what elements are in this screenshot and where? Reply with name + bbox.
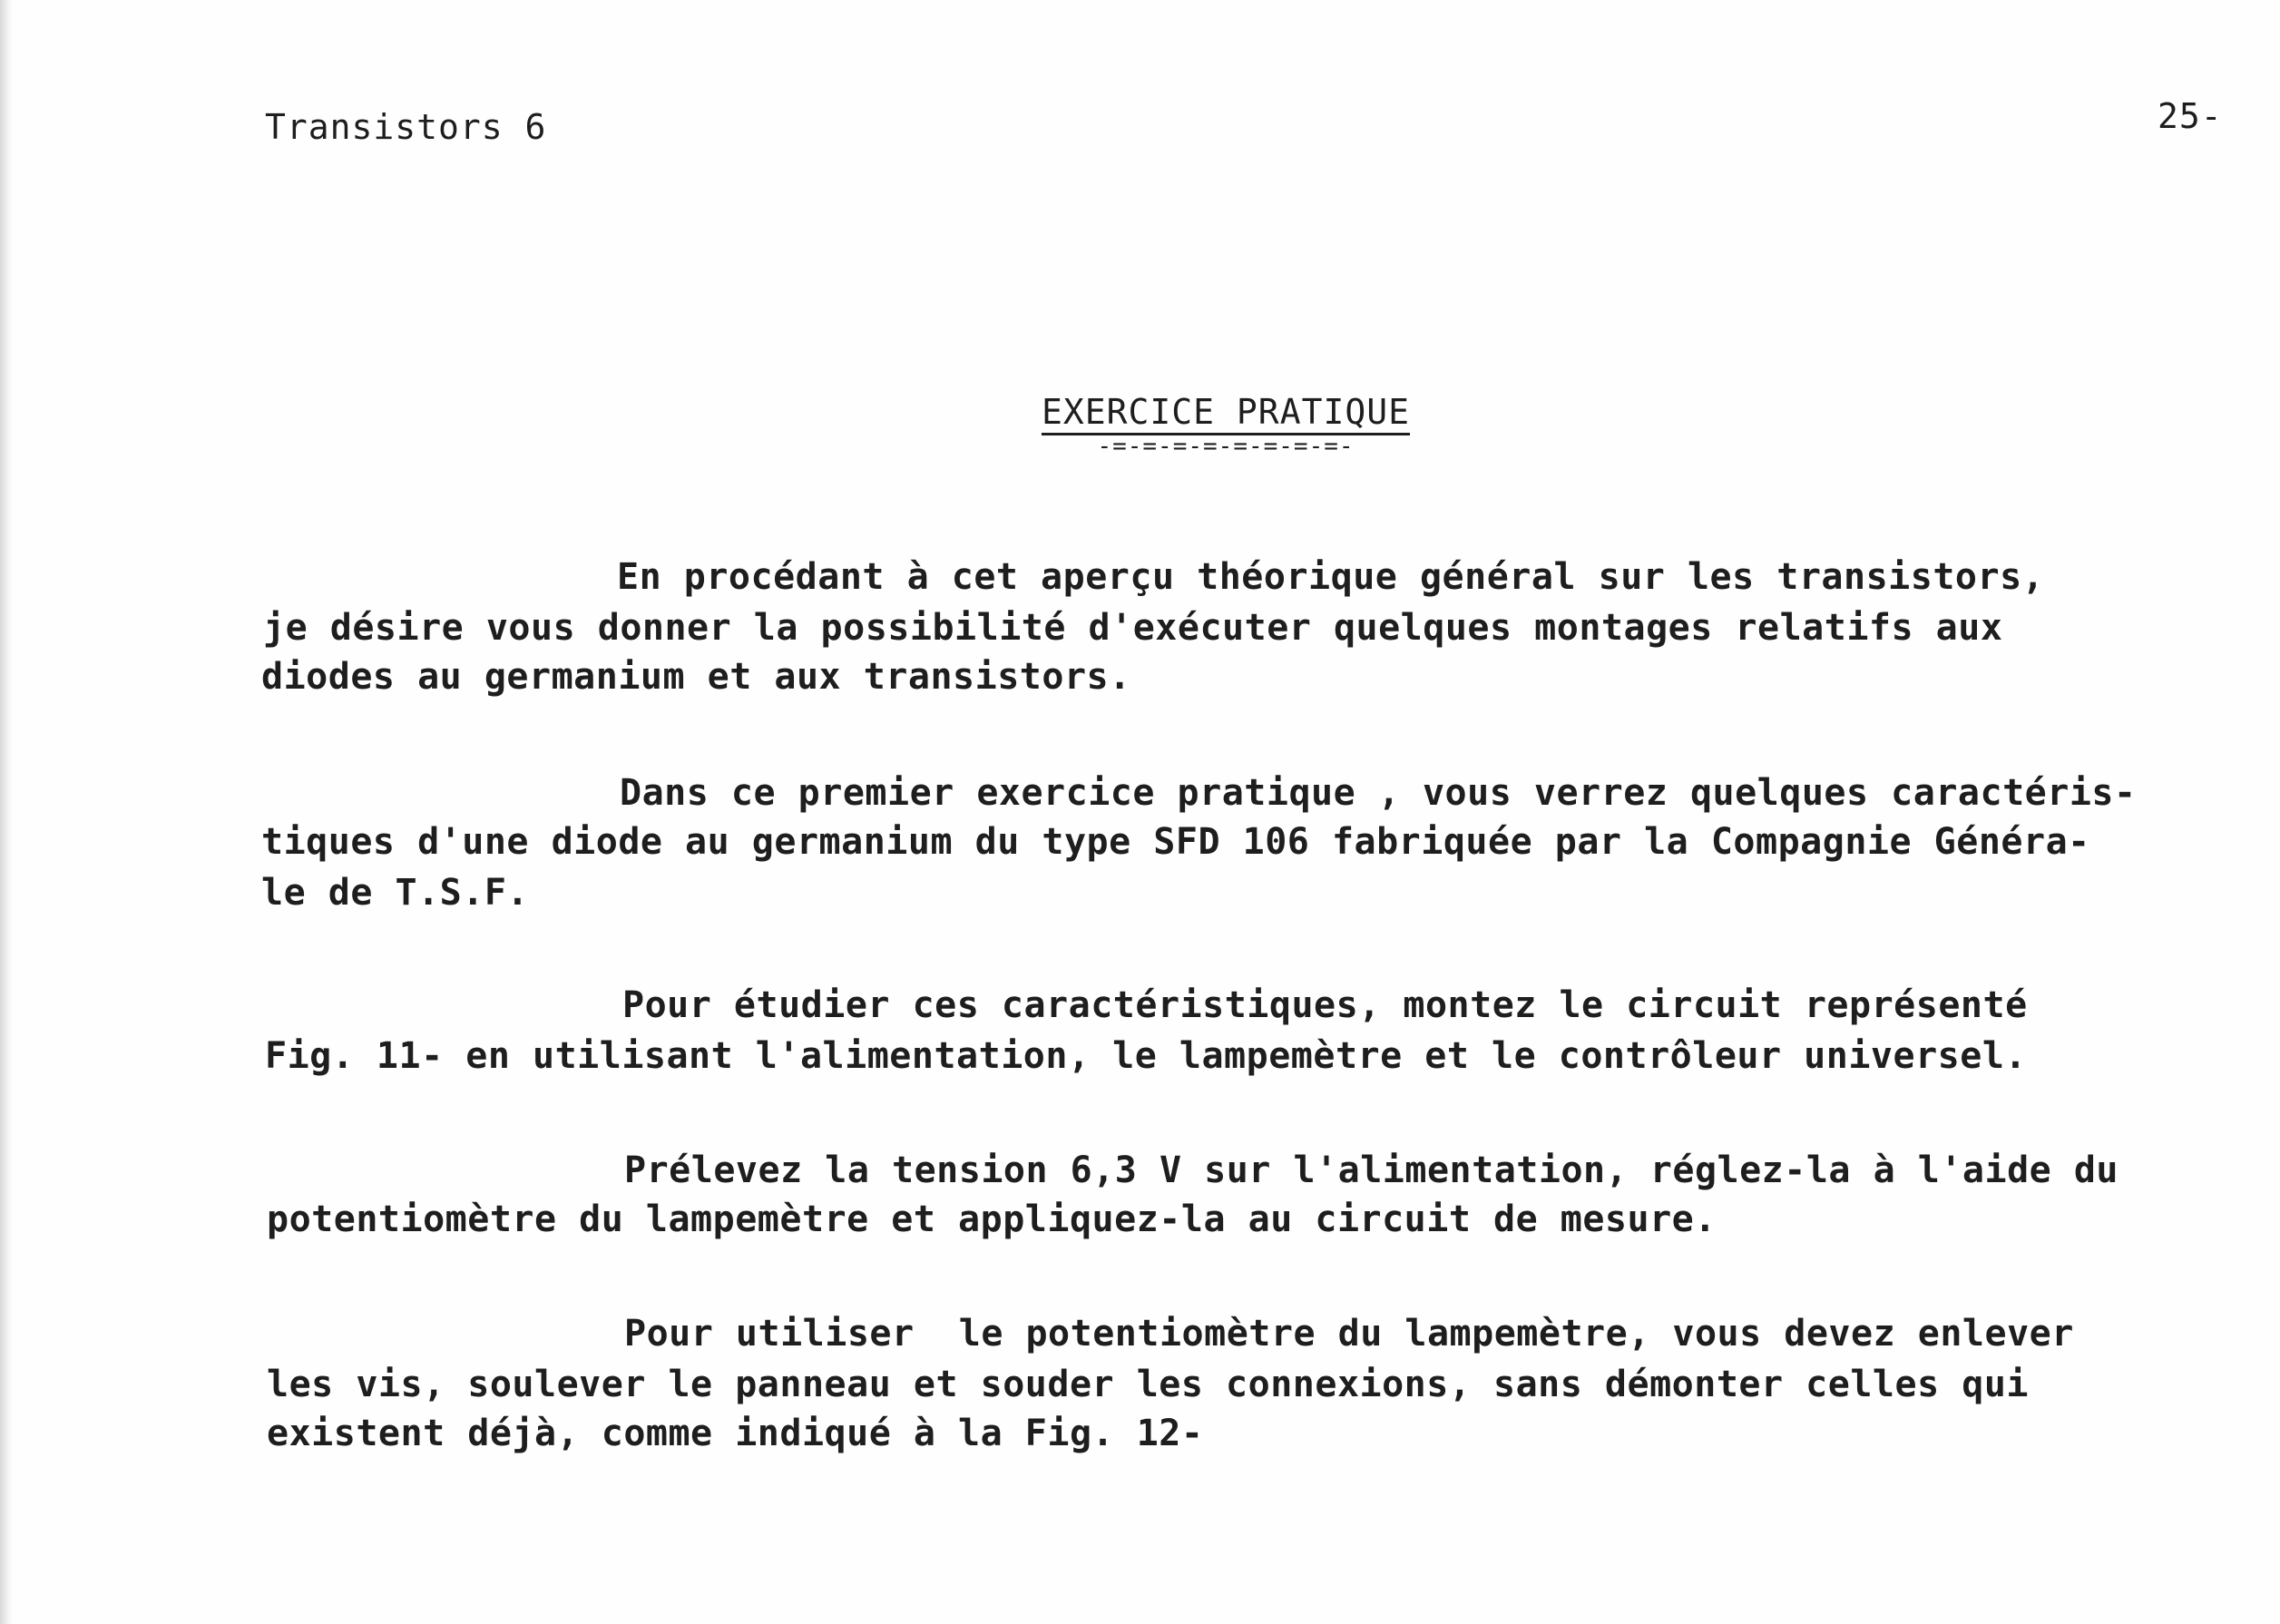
paragraph-3-line-2: Fig. 11- en utilisant l'alimentation, le lampemètre et le contrôleur universel. <box>265 1035 2027 1077</box>
paragraph-1-line-3: diodes au germanium et aux transistors. <box>261 656 1131 698</box>
paragraph-5-line-1: Pour utiliser le potentiomètre du lampemètre, vous devez enlever <box>624 1313 2074 1355</box>
paragraph-2-line-1: Dans ce premier exercice pratique , vous verrez quelques caractéris- <box>620 772 2137 814</box>
paragraph-3-line-1: Pour étudier ces caractéristiques, montez le circuit représenté <box>622 984 2028 1026</box>
section-title: EXERCICE PRATIQUE <box>1042 392 1410 435</box>
paragraph-5-line-3: existent déjà, comme indiqué à la Fig. 12- <box>267 1413 1204 1454</box>
section-title-block <box>1022 392 1430 460</box>
paragraph-4-line-1: Prélevez la tension 6,3 V sur l'alimentation, réglez-la à l'aide du <box>624 1150 2119 1191</box>
scan-edge-shadow <box>0 0 13 1624</box>
running-title: Transistors 6 <box>265 107 547 147</box>
paragraph-1-line-1: En procédant à cet aperçu théorique général sur les transistors, <box>617 556 2045 598</box>
paragraph-2-line-2: tiques d'une diode au germanium du type SFD 106 fabriquée par la Compagnie Généra- <box>261 821 2090 863</box>
paragraph-1-line-2: je désire vous donner la possibilité d'exécuter quelques montages relatifs aux <box>263 607 2003 649</box>
paragraph-5-line-2: les vis, soulever le panneau et souder les connexions, sans démonter celles qui <box>267 1364 2029 1405</box>
title-underline-rule: -=-=-=-=-=-=-=-=- <box>1097 433 1355 460</box>
page-number: 25- <box>2158 96 2223 136</box>
paragraph-2-line-3: le de T.S.F. <box>261 872 529 914</box>
paragraph-4-line-2: potentiomètre du lampemètre et appliquez-la au circuit de mesure. <box>267 1198 1717 1240</box>
